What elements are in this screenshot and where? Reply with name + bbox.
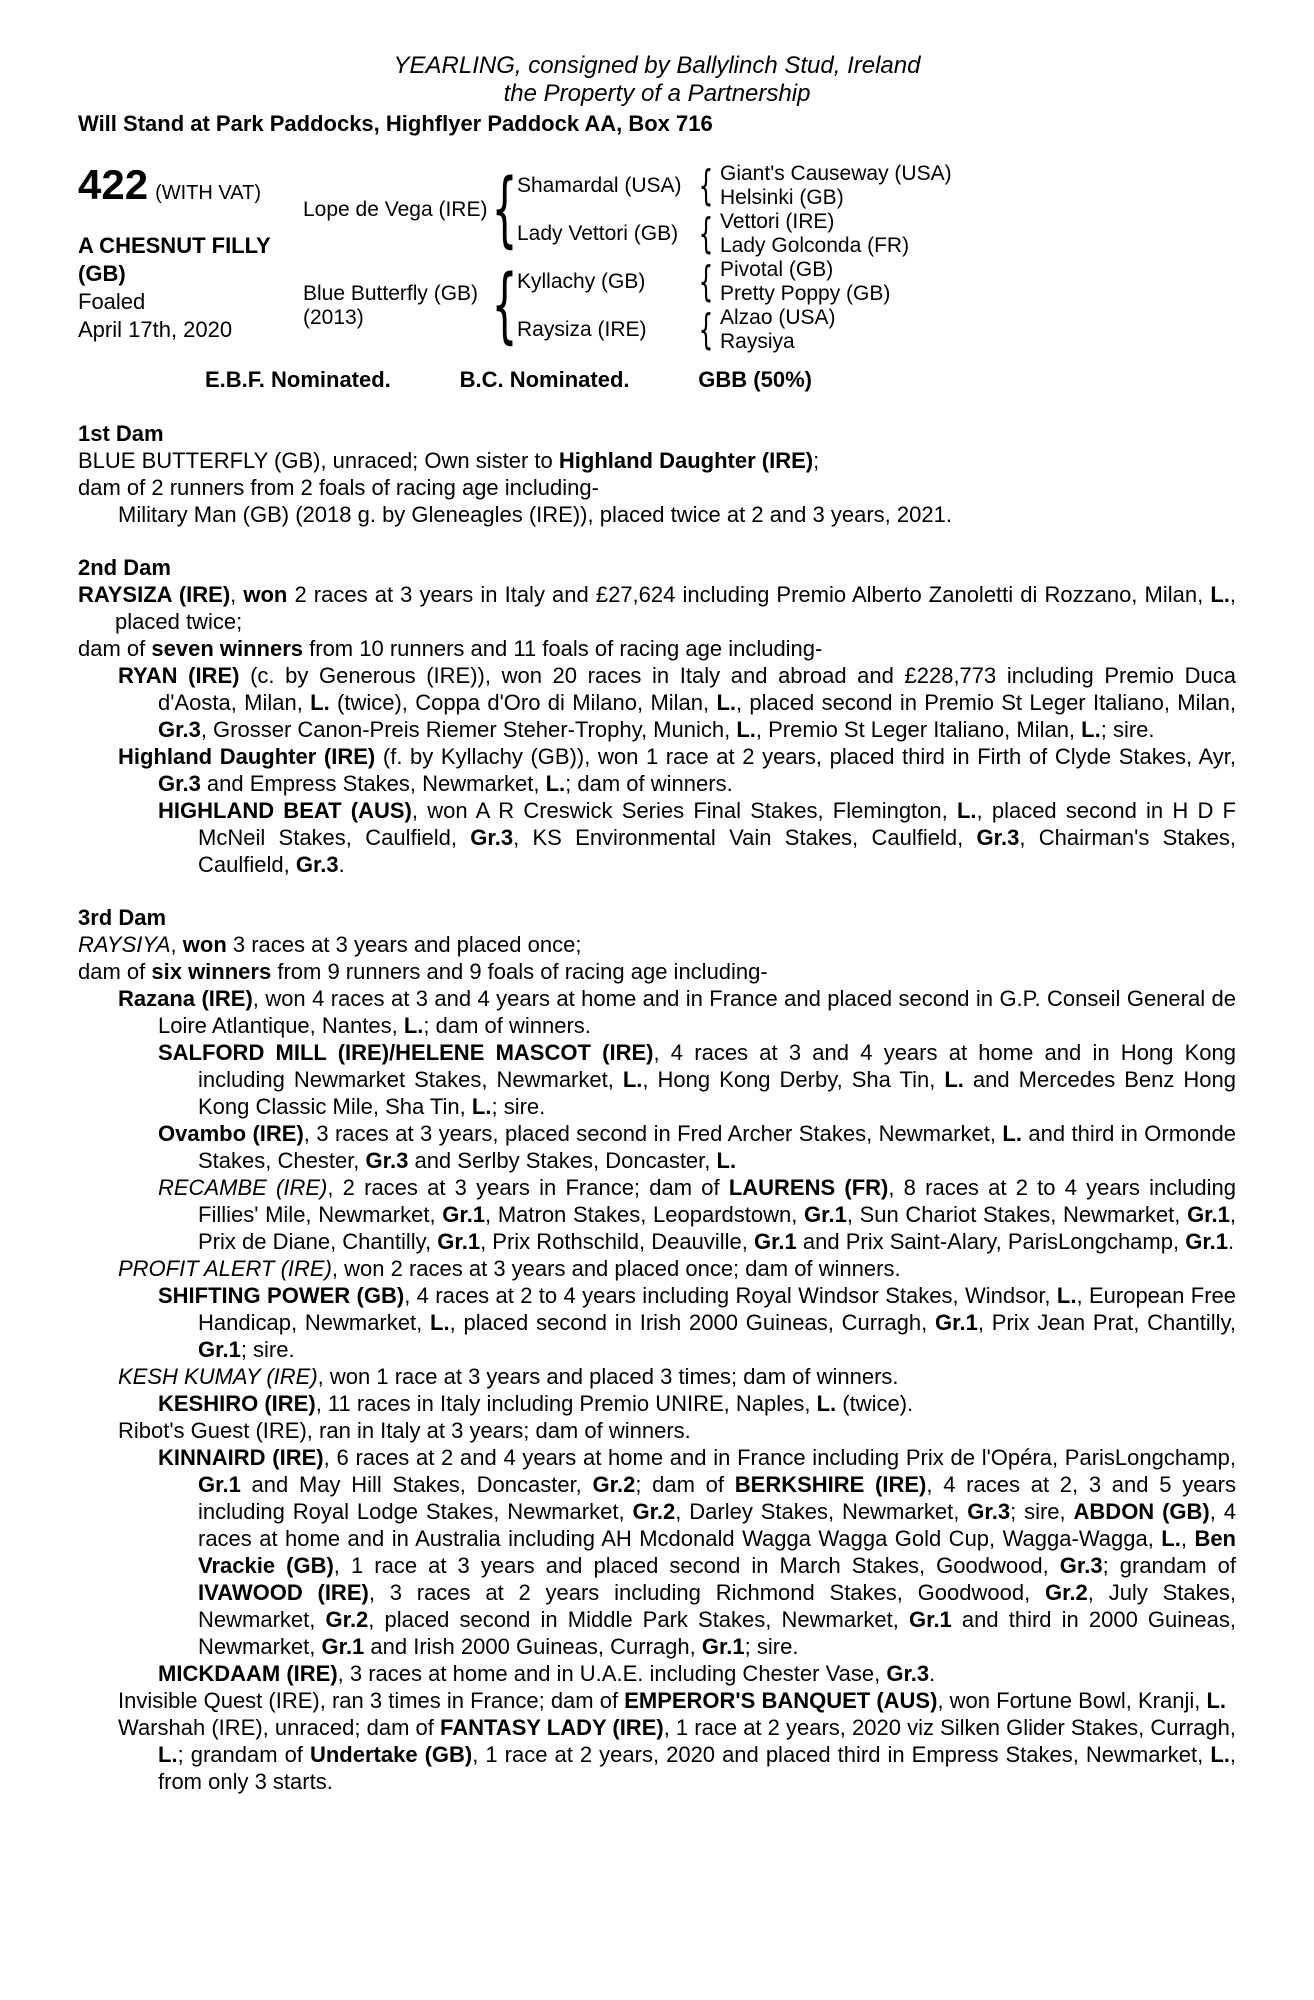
dam-paragraph [78,447,1236,474]
text-run: Highland Daughter (IRE) [558,448,814,473]
text-run: , 3 races at home and in U.A.E. including Chester Vase, [337,1661,887,1686]
text-run: Razana (IRE) [118,986,253,1011]
text-run: , 2 races at 3 years in France; dam of [327,1175,729,1200]
text-run: L. [158,1742,178,1767]
text-run: , placed second in Middle Park Stakes, Newmarket, [368,1607,909,1632]
text-run: , Chairman's Stakes, Caulfield, [198,825,1237,877]
dam-paragraph [78,743,1236,797]
text-run: Gr.3 [158,771,201,796]
text-run: Gr.1 [198,1472,241,1497]
text-run: L. [471,1094,492,1119]
dam-heading: 2nd Dam [78,555,171,580]
text-run: dam of [78,636,152,661]
text-run: RYAN (IRE) [118,663,240,688]
text-run: , Prix de Diane, Chantilly, [198,1202,1236,1254]
sire-name: Lope de Vega (IRE) [303,198,488,221]
text-run: (twice). [836,1391,914,1416]
dam-paragraph [78,931,1236,958]
text-run: Ovambo (IRE) [158,1121,304,1146]
text-run: , 3 races at 3 years, placed second in Fred Archer Stakes, Newmarket, [303,1121,1003,1146]
dam-sire-dam-name: Pretty Poppy (GB) [720,282,891,305]
text-run: . [929,1661,936,1686]
dam-paragraph [78,1714,1236,1795]
text-run: Ribot's Guest (IRE), ran in Italy at 3 years; dam of winners. [118,1418,691,1443]
dam-paragraph [78,581,1236,635]
text-run: L. [1002,1121,1022,1146]
text-run: Gr.1 [437,1229,481,1254]
dam-name-block [303,282,483,330]
text-run: HIGHLAND BEAT (AUS) [158,798,412,823]
dam-dam-name: Raysiza (IRE) [517,318,647,341]
text-run: from 9 runners and 9 foals of racing age including- [271,959,768,984]
text-run: , won A R Creswick Series Final Stakes, Flemington, [411,798,957,823]
dam-paragraph [78,1282,1236,1363]
text-run: , [1180,1526,1195,1551]
dam-paragraph [78,1174,1236,1255]
text-run: , 11 races in Italy including Premio UNIRE, Naples, [315,1391,817,1416]
text-run: and Mercedes Benz Hong Kong Classic Mile, Sha Tin, [198,1067,1236,1119]
dam-paragraph [78,501,1236,528]
text-run: . [1228,1229,1235,1254]
dam-paragraph [78,1390,1236,1417]
dam-sire-sire-name: Pivotal (GB) [720,258,834,281]
property-line: the Property of a Partnership [503,80,811,107]
dam-paragraph [78,1444,1236,1660]
text-run: Undertake (GB) [309,1742,473,1767]
dam-year: (2013) [303,306,364,329]
text-run: (f. by Kyllachy (GB)), won 1 race at 2 years, placed third in Firth of Clyde Stakes, Ayr, [375,744,1236,769]
text-run: , won 4 races at 3 and 4 years at home and in France and placed second in G.P. Conseil General de Loire Atlantique, Nantes, [158,986,1236,1038]
vat-note: (WITH VAT) [155,182,261,204]
text-run: L. [403,1013,424,1038]
text-run: SALFORD MILL (IRE)/HELENE MASCOT (IRE) [158,1040,654,1065]
text-run: , Grosser Canon-Preis Riemer Steher-Trophy, Munich, [200,717,737,742]
dam-name: Blue Butterfly (GB) [303,282,479,305]
text-run: Gr.3 [158,717,201,742]
text-run: dam of 2 runners from 2 foals of racing age including- [78,475,599,500]
text-run: RECAMBE (IRE) [158,1175,328,1200]
text-run: Gr.2 [632,1499,676,1524]
text-run: Gr.3 [1059,1553,1103,1578]
text-run: L. [1210,582,1230,607]
text-run: , [170,932,183,957]
text-run: Gr.3 [967,1499,1011,1524]
text-run: , Prix Rothschild, Deauville, [480,1229,754,1254]
text-run: , Matron Stakes, Leopardstown, [485,1202,804,1227]
text-run: L. [716,1148,737,1173]
text-run: ; grandam of [1102,1553,1236,1578]
lot-info [78,162,303,354]
text-run: MICKDAAM (IRE) [158,1661,338,1686]
horse-description: A CHESNUT FILLY [78,233,271,258]
dam-branch [303,258,1236,354]
text-run: , 3 races at 2 years including Richmond Stakes, Goodwood, [368,1580,1045,1605]
text-run: , won 1 race at 3 years and placed 3 times; dam of winners. [317,1364,899,1389]
text-run: seven winners [151,636,304,661]
dam-paragraph [78,1255,1236,1282]
text-run: ; sire, [1010,1499,1074,1524]
text-run: , [230,582,244,607]
brace-icon: { [491,162,518,258]
text-run: , KS Environmental Vain Stakes, Caulfield, [513,825,977,850]
text-run: ; dam of winners. [565,771,733,796]
lot-number: 422 [78,161,149,208]
text-run: 2 races at 3 years in Italy and £27,624 including Premio Alberto Zanoletti di Rozzano, Milan, [287,582,1211,607]
text-run: , won 2 races at 3 years and placed once; dam of winners. [331,1256,901,1281]
brace-icon: { [491,258,518,354]
dam-heading: 3rd Dam [78,905,167,930]
ebf-nominated: E.B.F. Nominated. [205,367,391,392]
text-run: , Premio St Leger Italiano, Milan, [755,717,1082,742]
text-run: Gr.3 [365,1148,409,1173]
dam-sections [78,420,1236,1795]
text-run: Military Man (GB) (2018 g. by Gleneagles (IRE)), placed twice at 2 and 3 years, 2021. [118,502,952,527]
foaled-date: April 17th, 2020 [78,317,233,342]
text-run: Gr.1 [1187,1202,1230,1227]
text-run: Invisible Quest (IRE), ran 3 times in France; dam of [118,1688,625,1713]
text-run: dam of [78,959,152,984]
text-run: , 4 races at 3 and 4 years at home and in Hong Kong including Newmarket Stakes, Newmarket, [198,1040,1236,1092]
pedigree-tree [303,162,1236,354]
text-run: Gr.1 [908,1607,952,1632]
text-run: ; grandam of [177,1742,310,1767]
sire-sire-sire-name: Giant's Causeway (USA) [720,162,952,185]
dam-dam-sire-name: Alzao (USA) [720,306,836,329]
text-run: ABDON (GB) [1073,1499,1210,1524]
text-run: LAURENS (FR) [728,1175,889,1200]
text-run: Gr.3 [886,1661,930,1686]
text-run: , Darley Stakes, Newmarket, [675,1499,968,1524]
text-run: , placed twice; [115,582,1236,634]
dam-paragraph [78,662,1236,743]
text-run: and Serlby Stakes, Doncaster, [408,1148,717,1173]
text-run: , Prix Jean Prat, Chantilly, [977,1310,1236,1335]
text-run: PROFIT ALERT (IRE) [118,1256,332,1281]
text-run: KESHIRO (IRE) [158,1391,316,1416]
text-run: Gr.1 [321,1634,365,1659]
text-run: L. [1056,1283,1077,1308]
dam-paragraph [78,958,1236,985]
text-run: Gr.1 [198,1337,241,1362]
dam-paragraph [78,1687,1236,1714]
dam-paragraph [78,1363,1236,1390]
nominations-row [205,366,812,394]
text-run: Gr.3 [976,825,1020,850]
text-run: and third in Ormonde Stakes, Chester, [198,1121,1237,1173]
text-run: , European Free Handicap, Newmarket, [198,1283,1236,1335]
text-run: , Hong Kong Derby, Sha Tin, [642,1067,945,1092]
text-run: , 1 race at 2 years, 2020 and placed third in Empress Stakes, Newmarket, [472,1742,1211,1767]
text-run: Warshah (IRE), unraced; dam of [118,1715,440,1740]
dam-heading: 1st Dam [78,421,164,446]
stand-location: Will Stand at Park Paddocks, Highflyer Paddock AA, Box 716 [78,111,713,136]
dam-paragraph [78,1120,1236,1174]
text-run: Gr.2 [325,1607,369,1632]
text-run: Gr.2 [592,1472,636,1497]
bc-nominated: B.C. Nominated. [459,367,630,392]
text-run: and May Hill Stakes, Doncaster, [240,1472,593,1497]
text-run: EMPEROR'S BANQUET (AUS) [624,1688,938,1713]
brace-icon: { [698,305,714,355]
text-run: RAYSIZA (IRE) [78,582,231,607]
text-run: , placed second in Irish 2000 Guineas, Curragh, [449,1310,936,1335]
text-run: Gr.3 [470,825,514,850]
text-run: L. [956,798,977,823]
text-run: KESH KUMAY (IRE) [118,1364,318,1389]
text-run: FANTASY LADY (IRE) [440,1715,664,1740]
text-run: , placed second in Premio St Leger Italiano, Milan, [736,690,1236,715]
text-run: Gr.1 [935,1310,978,1335]
text-run: IVAWOOD (IRE) [198,1580,369,1605]
consignment-title: YEARLING, consigned by Ballylinch Stud, Ireland [393,52,921,79]
sire-sire-dam-name: Helsinki (GB) [720,186,844,209]
text-run: (c. by Generous (IRE)), won 20 races in Italy and abroad and £228,773 including Premio Duca d'Aosta, Milan, [158,663,1236,715]
text-run: and Empress Stakes, Newmarket, [200,771,546,796]
sire-dam-name: Lady Vettori (GB) [517,222,679,245]
text-run: six winners [151,959,272,984]
text-run: (twice), Coppa d'Oro di Milano, Milan, [329,690,717,715]
text-run: ; sire. [240,1337,295,1362]
text-run: ; dam of winners. [423,1013,591,1038]
text-run: Gr.1 [804,1202,847,1227]
sire-branch [303,162,1236,258]
text-run: L. [944,1067,964,1092]
text-run: won [182,932,227,957]
text-run: L. [310,690,330,715]
text-run: , 4 races at 2, 3 and 5 years including Royal Lodge Stakes, Newmarket, [198,1472,1236,1524]
text-run: , Sun Chariot Stakes, Newmarket, [846,1202,1188,1227]
dam-paragraph [78,1417,1236,1444]
text-run: from 10 runners and 11 foals of racing age including- [303,636,823,661]
text-run: Gr.1 [1185,1229,1229,1254]
text-run: Ben Vrackie (GB) [198,1526,1236,1578]
text-run: , from only 3 starts. [158,1742,1236,1794]
text-run: ; [813,448,820,473]
text-run: L. [545,771,566,796]
text-run: L. [1210,1742,1230,1767]
text-run: L. [1206,1688,1227,1713]
page-header [78,52,1236,138]
sire-dam-sire-name: Vettori (IRE) [720,210,835,233]
text-run: won [243,582,288,607]
text-run: ; sire. [1100,717,1155,742]
text-run: L. [716,690,736,715]
text-run: BLUE BUTTERFLY (GB), unraced; Own sister to [78,448,559,473]
horse-country-suffix: (GB) [78,261,126,286]
dam-sire-name: Kyllachy (GB) [517,270,646,293]
text-run: Highland Daughter (IRE) [118,744,376,769]
text-run: Gr.2 [1044,1580,1088,1605]
text-run: Gr.1 [442,1202,486,1227]
text-run: , placed second in H D F McNeil Stakes, Caulfield, [198,798,1236,850]
text-run: L. [1081,717,1101,742]
dam-dam-dam-name: Raysiya [720,330,795,353]
foaled-label: Foaled [78,289,146,314]
text-run: , 4 races at home and in Australia including AH Mcdonald Wagga Wagga Gold Cup, Wagga-Wagga, [198,1499,1236,1551]
text-run: , 4 races at 2 to 4 years including Royal Windsor Stakes, Windsor, [404,1283,1057,1308]
text-run: and Irish 2000 Guineas, Curragh, [364,1634,702,1659]
text-run: , won Fortune Bowl, Kranji, [937,1688,1207,1713]
text-run: ; sire. [491,1094,546,1119]
brace-icon: { [698,161,714,211]
brace-icon: { [698,257,714,307]
dam-paragraph [78,1039,1236,1120]
text-run: L. [816,1391,837,1416]
text-run: KINNAIRD (IRE) [158,1445,324,1470]
dam-paragraph [78,797,1236,878]
dam-paragraph [78,985,1236,1039]
text-run: L. [1161,1526,1181,1551]
text-run: L. [736,717,756,742]
text-run: , 1 race at 2 years, 2020 viz Silken Glider Stakes, Curragh, [663,1715,1237,1740]
text-run: Gr.1 [753,1229,797,1254]
gbb-badge: GBB (50%) [698,367,812,392]
text-run: ; sire. [744,1634,799,1659]
text-run: 3 races at 3 years and placed once; [226,932,582,957]
text-run: ; dam of [635,1472,735,1497]
text-run: SHIFTING POWER (GB) [158,1283,405,1308]
pedigree-area [78,162,1236,354]
text-run: , 8 races at 2 to 4 years including Fillies' Mile, Newmarket, [198,1175,1236,1227]
text-run: , 6 races at 2 and 4 years at home and in France including Prix de l'Opéra, ParisLongchamp, [323,1445,1236,1470]
dam-paragraph [78,635,1236,662]
text-run: L. [430,1310,450,1335]
sire-dam-dam-name: Lady Golconda (FR) [720,234,910,257]
text-run: RAYSIYA [78,932,171,957]
brace-icon: { [698,209,714,259]
text-run: Gr.3 [295,852,339,877]
text-run: and third in 2000 Guineas, Newmarket, [198,1607,1236,1659]
text-run: Gr.1 [701,1634,745,1659]
text-run: BERKSHIRE (IRE) [734,1472,927,1497]
text-run: , July Stakes, Newmarket, [198,1580,1236,1632]
text-run: and Prix Saint-Alary, ParisLongchamp, [796,1229,1186,1254]
dam-paragraph [78,1660,1236,1687]
text-run: L. [622,1067,643,1092]
text-run: , 1 race at 3 years and placed second in March Stakes, Goodwood, [333,1553,1060,1578]
text-run: . [338,852,345,877]
dam-paragraph [78,474,1236,501]
sire-sire-name: Shamardal (USA) [517,174,682,197]
